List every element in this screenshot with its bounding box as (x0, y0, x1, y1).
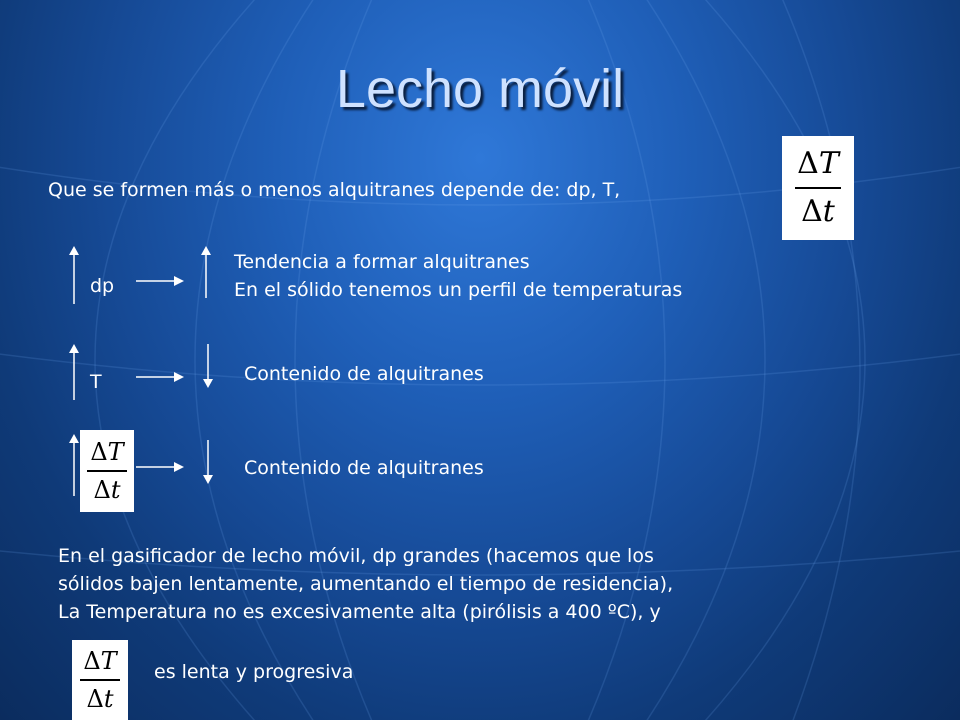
formula-num-var: T (818, 146, 839, 181)
delta-t-formula-final (72, 640, 128, 720)
fraction-bar (795, 187, 841, 189)
formula-den-var: t (822, 194, 835, 229)
formula-delta: Δ (86, 685, 104, 713)
formula-num-var: T (100, 647, 117, 675)
formula-delta: Δ (801, 194, 823, 229)
right-arrow-icon (136, 274, 186, 288)
formula-den-var: t (110, 476, 121, 504)
row-dtdt-line-1: Contenido de alquitranes (244, 457, 484, 479)
formula-delta: Δ (93, 476, 111, 504)
conclusion-line-1: En el gasificador de lecho móvil, dp grandes (hacemos que los (58, 545, 654, 567)
row-dp-line-1: Tendencia a formar alquitranes (234, 251, 530, 273)
row-t-line-1: Contenido de alquitranes (244, 363, 484, 385)
intro-text: Que se formen más o menos alquitranes depende de: dp, T, (48, 179, 621, 201)
formula-delta: Δ (797, 146, 819, 181)
up-arrow-icon (198, 244, 214, 300)
formula-delta: Δ (90, 438, 108, 466)
formula-delta: Δ (83, 647, 101, 675)
right-arrow-icon (136, 370, 186, 384)
slide-title: Lecho móvil (335, 59, 625, 119)
variable-t: T (90, 371, 102, 393)
fraction-bar (80, 679, 120, 681)
up-arrow-icon (66, 244, 82, 306)
conclusion-line-3: La Temperatura no es excesivamente alta (pirólisis a 400 ºC), y (58, 601, 661, 623)
formula-num-var: T (107, 438, 124, 466)
up-arrow-icon (66, 342, 82, 402)
final-text: es lenta y progresiva (154, 661, 354, 683)
conclusion-line-2: sólidos bajen lentamente, aumentando el tiempo de residencia), (58, 573, 674, 595)
row-dp-line-2: En el sólido tenemos un perfil de temperaturas (234, 279, 683, 301)
right-arrow-icon (136, 460, 186, 474)
down-arrow-icon (200, 344, 216, 390)
formula-den-var: t (103, 685, 114, 713)
fraction-bar (87, 470, 127, 472)
down-arrow-icon (200, 440, 216, 486)
delta-t-formula-row (80, 430, 134, 512)
variable-dp: dp (90, 275, 115, 297)
delta-t-formula-intro (782, 136, 854, 240)
